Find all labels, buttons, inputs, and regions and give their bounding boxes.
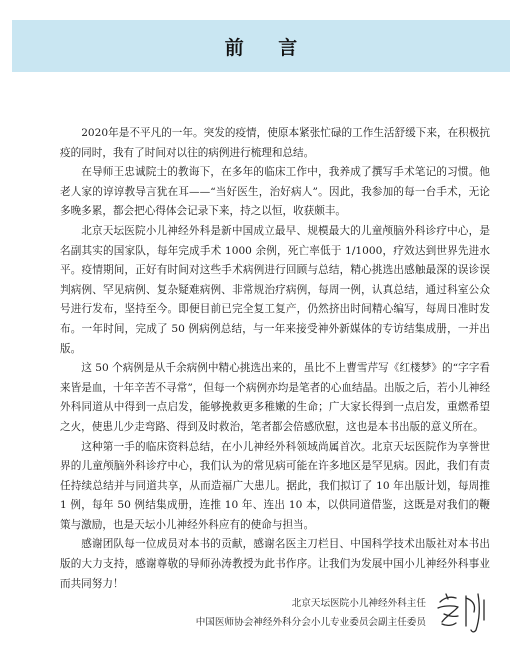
affiliation-line-2: 中国医师协会神经外科分会小儿专业委员会副主任委员	[195, 617, 426, 628]
author-affiliation	[196, 594, 426, 632]
title-banner	[12, 20, 510, 72]
paragraph-5: 这种第一手的临床资料总结，在小儿神经外科领域尚属首次。北京天坛医院作为享誉世界的儿童颅脑外科诊疗中心，我们认为的常见病可能在许多地区是罕见病。因此，我们有责任持续总结并与同道共享，从而造福广大患儿。据此，我们拟订了 10 年出版计划，每周推 1 例，每年 50 例结集成册，连推 10 年、连出 10 本，以供同道借鉴，这既是对我们的鞭策与激励，也是天坛小儿神经外科应有的使命与担当。	[60, 440, 490, 531]
paragraph-3: 北京天坛医院小儿神经外科是新中国成立最早、规模最大的儿童颅脑外科诊疗中心，是名副其实的国家队，每年完成手术 1000 余例，死亡率低于 1/1000，疗效达到世界先进水平。疫情期间，正好有时间对这些手术病例进行回顾与总结，精心挑选出感触最深的误诊误判病例、罕见病例、复杂疑难病例、非常规治疗病例，每周一例，认真总结，通过科室公众号进行发布，坚持至今。即便目前已完全复工复产，仍然挤出时间精心编写，每周日准时发布。一年时间，完成了 50 例病例总结，与一年来接受神外新媒体的专访结集成册，一并出版。	[60, 224, 490, 355]
affiliation-line-1: 北京天坛医院小儿神经外科主任	[291, 598, 426, 609]
paragraph-6: 感谢团队每一位成员对本书的贡献，感谢名医主刀栏目、中国科学技术出版社对本书出版的大力支持，感谢尊敬的导师孙涛教授为此书作序。让我们为发展中国小儿神经外科事业而共同努力！	[60, 538, 490, 590]
paragraph-1: 2020年是不平凡的一年。突发的疫情，使原本紧张忙碌的工作生活舒缓下来，在积极抗疫的同时，我有了时间对以往的病例进行梳理和总结。	[60, 127, 490, 159]
paragraph-2: 在导师王忠诚院士的教诲下，在多年的临床工作中，我养成了撰写手术笔记的习惯。他老人家的谆谆教导言犹在耳——“当好医生，治好病人”。因此，我参加的每一台手术，无论多晚多累，都会把心得体会记录下来，持之以恒，收获颇丰。	[60, 166, 490, 218]
page-title: 前 言	[224, 36, 312, 59]
handwritten-signature	[432, 586, 492, 638]
paragraph-4: 这 50 个病例是从千余病例中精心挑选出来的，虽比不上曹雪芹写《红楼梦》的“字字看来皆是血，十年辛苦不寻常”，但每一个病例亦均是笔者的心血结晶。出版之后，若小儿神经外科同道从中得到一点启发，能够挽救更多稚嫩的生命；广大家长得到一点启发，重燃希望之火，使患儿少走弯路、得到及时救治，笔者都会倍感欣慰，这也是本书出版的意义所在。	[60, 362, 490, 433]
preface-body	[60, 124, 490, 594]
